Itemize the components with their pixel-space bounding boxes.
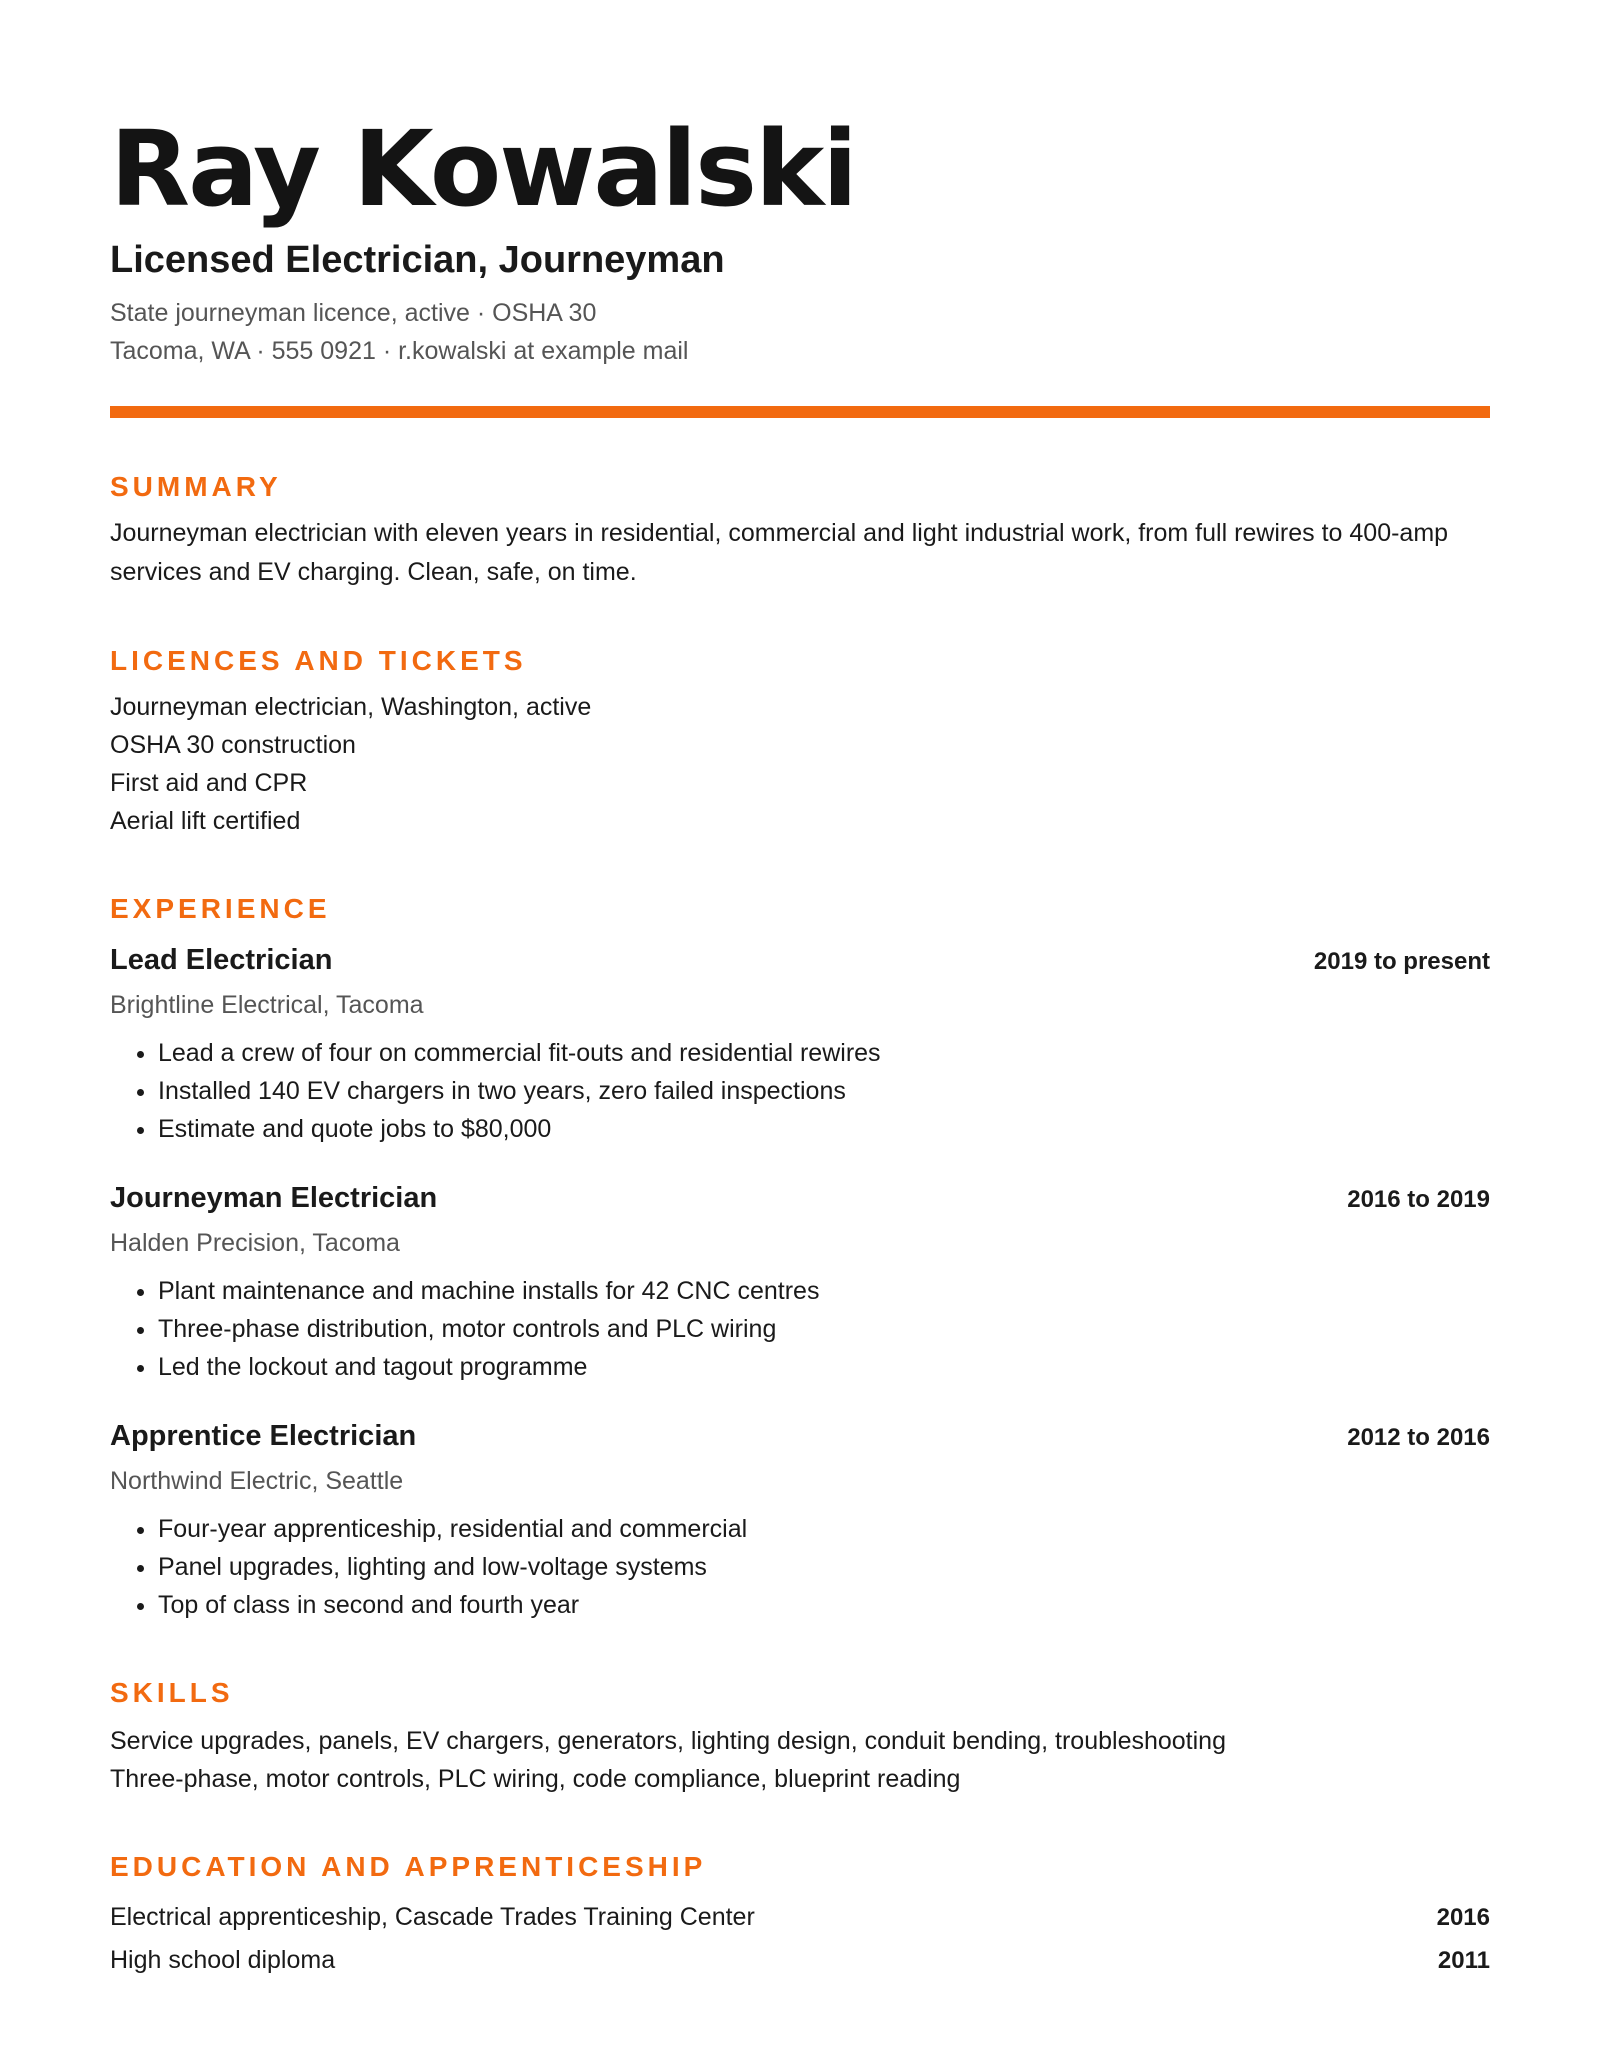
summary-text: Journeyman electrician with eleven years in residential, commercial and light industrial work, from full rewires to 400-amp services and EV charging. Clean, safe, on time. — [110, 519, 1449, 586]
job-bullet: • Top of class in second and fourth year — [158, 1586, 1490, 1624]
job-header — [110, 940, 1490, 980]
credentials-line: State journeyman licence, active · OSHA 30 — [110, 299, 597, 327]
experience-section — [110, 892, 1490, 1624]
education-label: Electrical apprenticeship, Cascade Trades Training Center — [110, 1903, 755, 1931]
licences-section — [110, 644, 1490, 840]
job-bullet: • Installed 140 EV chargers in two years, zero failed inspections — [158, 1072, 1490, 1110]
job-dates: 2016 to 2019 — [1347, 1186, 1490, 1213]
licence-item: First aid and CPR — [110, 769, 308, 797]
job-entry — [110, 940, 1490, 1148]
job-dates: 2012 to 2016 — [1347, 1424, 1490, 1451]
licence-item: Aerial lift certified — [110, 807, 301, 835]
job-company: Brightline Electrical, Tacoma — [110, 991, 424, 1019]
job-bullet: • Lead a crew of four on commercial fit-outs and residential rewires — [158, 1034, 1490, 1072]
education-label: High school diploma — [110, 1946, 336, 1974]
education-year: 2011 — [1437, 1947, 1490, 1974]
skills-line: Three-phase, motor controls, PLC wiring, code compliance, blueprint reading — [110, 1765, 961, 1793]
job-role: Apprentice Electrician — [110, 1420, 417, 1452]
job-bullets — [110, 1510, 1490, 1624]
job-bullets — [110, 1034, 1490, 1148]
job-bullet: • Led the lockout and tagout programme — [158, 1348, 1490, 1386]
section-heading-skills: SKILLS — [110, 1677, 234, 1708]
job-dates: 2019 to present — [1313, 948, 1490, 975]
job-bullet: • Plant maintenance and machine installs for 42 CNC centres — [158, 1272, 1490, 1310]
skills-block — [110, 1722, 1490, 1798]
summary-section — [110, 470, 1490, 592]
section-heading-summary: SUMMARY — [110, 471, 282, 502]
licence-item: OSHA 30 construction — [110, 731, 356, 759]
skills-line: Service upgrades, panels, EV chargers, generators, lighting design, conduit bending, troubleshooting — [110, 1727, 1226, 1755]
licence-item: Journeyman electrician, Washington, active — [110, 693, 592, 721]
job-company: Halden Precision, Tacoma — [110, 1229, 400, 1257]
education-item — [110, 1939, 1490, 1982]
job-bullet: • Three-phase distribution, motor controls and PLC wiring — [158, 1310, 1490, 1348]
education-year: 2016 — [1436, 1904, 1490, 1931]
job-bullets — [110, 1272, 1490, 1386]
job-entry — [110, 1416, 1490, 1624]
section-heading-education: EDUCATION AND APPRENTICESHIP — [110, 1851, 707, 1882]
job-header — [110, 1178, 1490, 1218]
job-header — [110, 1416, 1490, 1456]
job-bullet: • Four-year apprenticeship, residential and commercial — [158, 1510, 1490, 1548]
section-heading-licences: LICENCES AND TICKETS — [110, 645, 527, 676]
accent-divider — [110, 406, 1490, 418]
section-heading-experience: EXPERIENCE — [110, 893, 331, 924]
licences-list — [110, 688, 1490, 840]
education-item — [110, 1896, 1490, 1939]
job-bullet: • Panel upgrades, lighting and low-voltage systems — [158, 1548, 1490, 1586]
education-section — [110, 1850, 1490, 1982]
job-company: Northwind Electric, Seattle — [110, 1467, 404, 1495]
education-list — [110, 1896, 1490, 1982]
job-role: Journeyman Electrician — [110, 1182, 438, 1214]
contact-line: Tacoma, WA · 555 0921 · r.kowalski at example mail — [110, 337, 689, 365]
job-entry — [110, 1178, 1490, 1386]
candidate-name: Ray Kowalski — [110, 108, 856, 230]
job-title: Licensed Electrician, Journeyman — [110, 239, 725, 281]
job-role: Lead Electrician — [110, 944, 333, 976]
skills-section — [110, 1676, 1490, 1798]
job-bullet: • Estimate and quote jobs to $80,000 — [158, 1110, 1490, 1148]
